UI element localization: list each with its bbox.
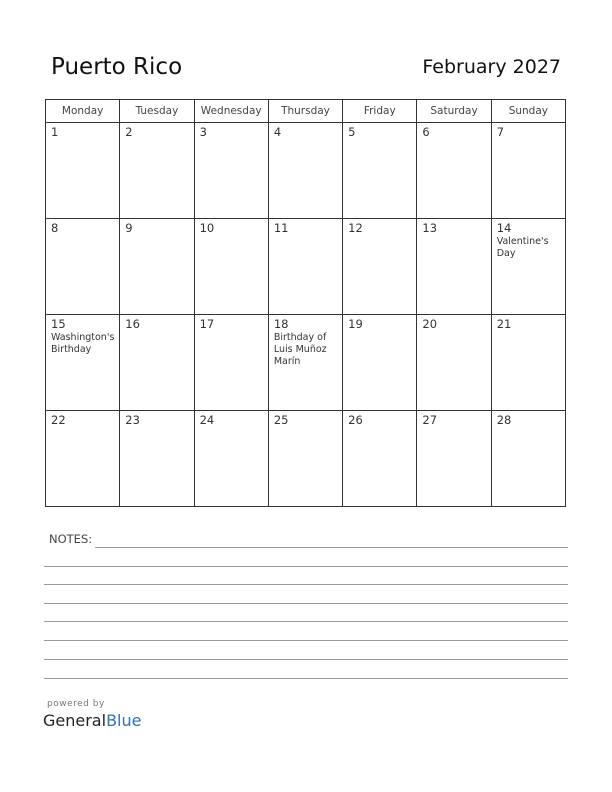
day-number: 13 [422, 221, 438, 235]
day-cell [120, 219, 194, 315]
weekday-header: Wednesday [194, 100, 268, 123]
day-cell [120, 123, 194, 219]
day-cell [46, 411, 120, 507]
notes-label: NOTES: [49, 532, 93, 546]
logo-text-general: General [43, 711, 107, 730]
note-line [44, 678, 568, 679]
day-cell [417, 219, 491, 315]
day-cell [194, 219, 268, 315]
day-number: 27 [422, 413, 438, 427]
day-cell [268, 411, 342, 507]
day-cell [417, 315, 491, 411]
note-line [44, 621, 568, 622]
day-number: 18 [273, 317, 289, 331]
day-cell [46, 315, 120, 411]
day-number: 21 [496, 317, 512, 331]
day-number: 8 [51, 221, 59, 235]
day-number: 2 [125, 125, 133, 139]
day-number: 16 [125, 317, 140, 331]
day-number: 4 [273, 125, 282, 139]
day-number: 3 [199, 125, 207, 139]
holiday-label: Valentine's Day [496, 236, 549, 259]
day-cell [343, 315, 417, 411]
week-row [46, 219, 566, 315]
weekday-header: Sunday [491, 100, 565, 123]
day-number: 5 [348, 125, 356, 139]
day-number: 25 [273, 413, 289, 427]
day-number: 1 [51, 125, 59, 139]
calendar-grid [45, 99, 566, 507]
day-cell [120, 411, 194, 507]
day-cell [491, 219, 565, 315]
holiday-label: Birthday of Luis Muñoz Marín [273, 332, 327, 367]
day-cell [417, 411, 491, 507]
day-cell [417, 123, 491, 219]
note-line [44, 584, 568, 585]
weekday-header-row [46, 100, 566, 123]
day-number: 26 [348, 413, 363, 427]
day-cell [268, 123, 342, 219]
day-cell [491, 315, 565, 411]
weekday-header: Saturday [417, 100, 491, 123]
day-number: 9 [125, 221, 133, 235]
day-cell [194, 123, 268, 219]
day-number: 12 [348, 221, 363, 235]
day-cell [120, 315, 194, 411]
generalblue-logo[interactable] [43, 711, 141, 730]
day-number: 14 [496, 221, 512, 235]
note-line [44, 659, 568, 660]
note-line [44, 603, 568, 604]
day-cell [194, 315, 268, 411]
day-number: 20 [422, 317, 438, 331]
day-number: 6 [422, 125, 430, 139]
note-line [44, 566, 568, 567]
logo-text-blue: Blue [106, 711, 142, 730]
day-cell [491, 411, 565, 507]
day-number: 28 [496, 413, 512, 427]
weekday-header: Friday [343, 100, 417, 123]
day-number: 19 [348, 317, 363, 331]
note-line [95, 547, 568, 548]
day-number: 22 [51, 413, 66, 427]
week-row [46, 315, 566, 411]
day-cell [343, 219, 417, 315]
day-cell [194, 411, 268, 507]
day-number: 17 [199, 317, 215, 331]
day-cell [46, 123, 120, 219]
day-cell [46, 219, 120, 315]
week-row [46, 411, 566, 507]
weekday-header: Tuesday [120, 100, 194, 123]
day-cell [343, 411, 417, 507]
day-number: 7 [496, 125, 505, 139]
weekday-header: Thursday [268, 100, 342, 123]
day-cell [491, 123, 565, 219]
day-cell [268, 315, 342, 411]
day-cell [343, 123, 417, 219]
powered-by-text: powered by [47, 699, 105, 709]
note-line [44, 640, 568, 641]
day-number: 15 [51, 317, 66, 331]
calendar-country-title: Puerto Rico [51, 54, 183, 80]
weekday-header: Monday [46, 100, 120, 123]
calendar-month-title: February 2027 [422, 56, 561, 78]
holiday-label: Washington's Birthday [51, 332, 115, 355]
day-number: 24 [199, 413, 215, 427]
day-number: 11 [273, 221, 289, 235]
day-cell [268, 219, 342, 315]
day-number: 10 [199, 221, 215, 235]
week-row [46, 123, 566, 219]
day-number: 23 [125, 413, 140, 427]
